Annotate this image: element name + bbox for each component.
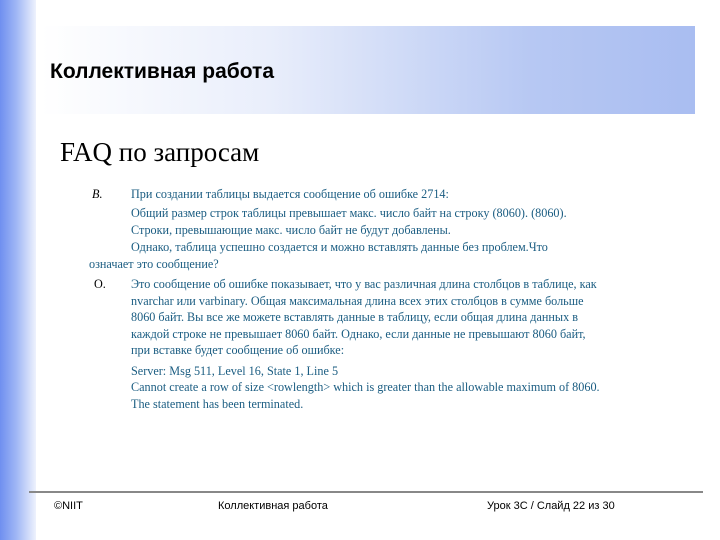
question-line: Строки, превышающие макс. число байт не будут добавлены. <box>131 223 451 237</box>
answer-line: Это сообщение об ошибке показывает, что у вас различная длина столбцов в таблице, как <box>131 277 597 291</box>
question-marker: В. <box>92 187 103 201</box>
error-message-line: The statement has been terminated. <box>131 397 304 411</box>
question-line: означает это сообщение? <box>89 257 219 271</box>
answer-line: 8060 байт. Вы все же можете вставлять данные в таблицу, если общая длина данных в <box>131 310 578 324</box>
answer-line: nvarchar или varbinary. Общая максимальная длина всех этих столбцов в сумме больше <box>131 294 584 308</box>
answer-line: каждой строке не превышает 8060 байт. Однако, если данные не превышают 8060 байт, <box>131 327 586 341</box>
left-decorative-bar <box>0 0 36 540</box>
answer-line: при вставке будет сообщение об ошибке: <box>131 343 345 357</box>
footer-slide-number: Урок 3C / Слайд 22 из 30 <box>487 500 615 512</box>
footer-copyright: ©NIIT <box>54 500 83 512</box>
error-message-line: Server: Msg 511, Level 16, State 1, Line 5 <box>131 364 339 378</box>
question-line: При создании таблицы выдается сообщение об ошибке 2714: <box>131 187 449 201</box>
question-line: Однако, таблица успешно создается и можно вставлять данные без проблем.Что <box>131 240 548 254</box>
footer-course: Коллективная работа <box>218 500 328 512</box>
slide-title: Коллективная работа <box>50 60 275 83</box>
question-line: Общий размер строк таблицы превышает макс. число байт на строку (8060). (8060). <box>131 206 567 220</box>
error-message-line: Cannot create a row of size <rowlength> which is greater than the allowable maximum of 8060. <box>131 380 600 394</box>
section-heading: FAQ по запросам <box>60 137 260 167</box>
footer-separator <box>29 491 703 493</box>
answer-marker: О. <box>94 277 106 291</box>
